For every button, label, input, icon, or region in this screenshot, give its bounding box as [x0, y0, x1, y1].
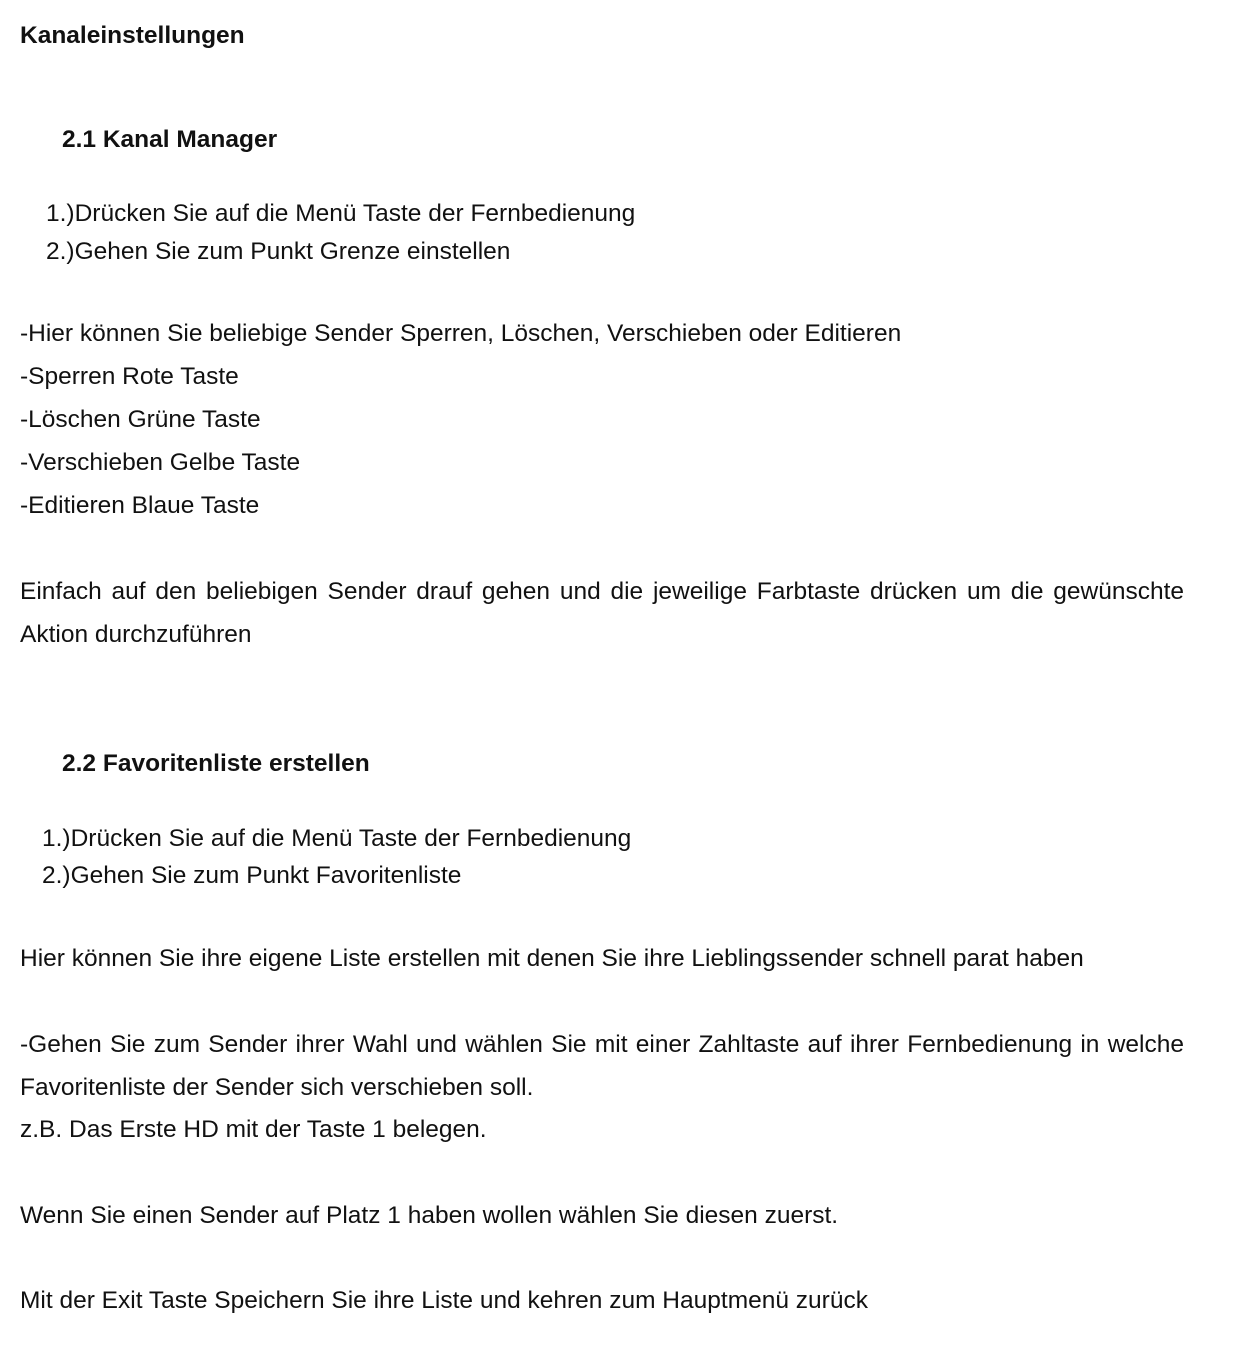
bullet-item: -Verschieben Gelbe Taste [20, 449, 301, 476]
example-line: z.B. Das Erste HD mit der Taste 1 belegen. [20, 1116, 487, 1143]
bullet-item: -Editieren Blaue Taste [20, 492, 260, 519]
paragraph-note: Wenn Sie einen Sender auf Platz 1 haben wollen wählen Sie diesen zuerst. [20, 1202, 839, 1229]
step-item: 1.)Drücken Sie auf die Menü Taste der Fernbedienung [46, 200, 636, 227]
paragraph-intro: Hier können Sie ihre eigene Liste erstellen mit denen Sie ihre Lieblingssender schnell parat haben [20, 945, 1084, 972]
step-item: 2.)Gehen Sie zum Punkt Grenze einstellen [46, 238, 511, 265]
bullet-item: -Hier können Sie beliebige Sender Sperren, Löschen, Verschieben oder Editieren [20, 320, 902, 347]
document-title: Kanaleinstellungen [20, 22, 245, 49]
step-item: 2.)Gehen Sie zum Punkt Favoritenliste [42, 862, 462, 889]
bullet-item: -Löschen Grüne Taste [20, 406, 261, 433]
paragraph-color-buttons: Einfach auf den beliebigen Sender drauf gehen und die jeweilige Farbtaste drücken um die gewünschte Aktion durchzuführen [20, 578, 1184, 648]
bullet-item: -Sperren Rote Taste [20, 363, 239, 390]
paragraph-instruction: -Gehen Sie zum Sender ihrer Wahl und wählen Sie mit einer Zahltaste auf ihrer Fernbedienung in welche Favoritenliste der Sender sich verschieben soll. [20, 1031, 1184, 1101]
step-item: 1.)Drücken Sie auf die Menü Taste der Fernbedienung [42, 825, 632, 852]
section-heading-favoritenliste: 2.2 Favoritenliste erstellen [62, 750, 370, 777]
section-heading-kanal-manager: 2.1 Kanal Manager [62, 126, 278, 153]
paragraph-closing: Mit der Exit Taste Speichern Sie ihre Liste und kehren zum Hauptmenü zurück [20, 1287, 868, 1314]
